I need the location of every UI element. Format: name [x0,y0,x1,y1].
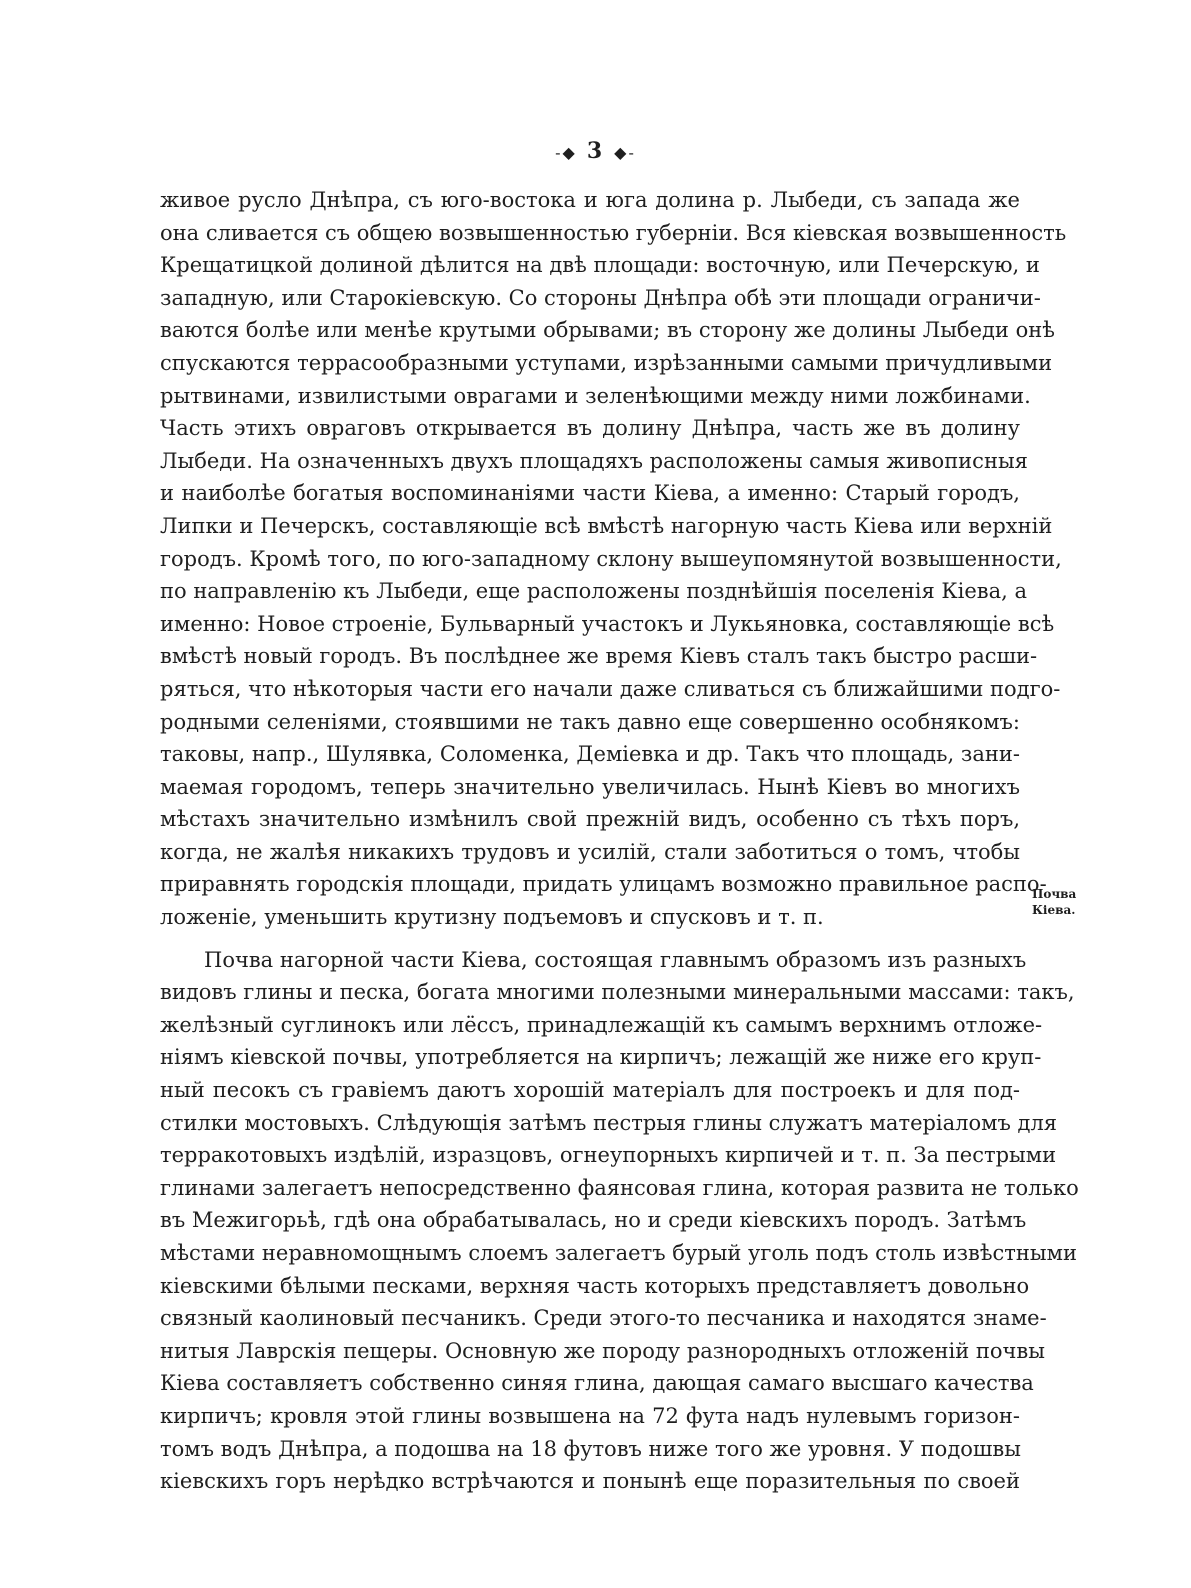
text-line: кіевскими бѣлыми песками, верхняя часть которыхъ представляетъ довольно [160,1273,1030,1298]
text-line: мѣстахъ значительно измѣнилъ свой прежній видъ, особенно съ тѣхъ поръ, [160,807,1020,832]
text-line: ніямъ кіевской почвы, употребляется на кирпичъ; лежащій же ниже его круп- [160,1045,1042,1070]
page-number: 3 [586,138,605,164]
text-line: городъ. Кромѣ того, по юго-западному склону вышеупомянутой возвышенности, [160,546,1062,571]
text-line: и наиболѣе богатыя воспоминаніями части Кіева, а именно: Старый городъ, [160,481,1020,506]
text-line: западную, или Старокіевскую. Со стороны Днѣпра обѣ эти площади ограничи- [160,285,1041,310]
text-line: она сливается съ общею возвышенностью губерніи. Вся кіевская возвышенность [160,220,1067,245]
text-line: терракотовыхъ издѣлій, изразцовъ, огнеупорныхъ кирпичей и т. п. За пестрыми [160,1143,1057,1168]
text-line: именно: Новое строеніе, Бульварный участокъ и Лукьяновка, составляющіе всѣ [160,611,1055,636]
text-line: Часть этихъ овраговъ открывается въ долину Днѣпра, часть же въ долину [160,416,1020,441]
paragraph-2 [160,944,1079,1498]
text-line: кіевскихъ горъ нерѣдко встрѣчаются и понынѣ еще поразительныя по своей [160,1469,1020,1494]
text-line: живое русло Днѣпра, съ юго-востока и юга долина р. Лыбеди, съ запада же [160,188,1020,212]
text-line: томъ водъ Днѣпра, а подошва на 18 футовъ ниже того же уровня. У подошвы [160,1436,1021,1461]
text-line: Крещатицкой долиной дѣлится на двѣ площади: восточную, или Печерскую, и [160,253,1040,278]
text-line: вмѣстѣ новый городъ. Въ послѣднее же время Кіевъ сталъ такъ быстро расши- [160,644,1038,669]
text-line: таковы, напр., Шулявка, Соломенка, Деміевка и др. Такъ что площадь, зани- [160,742,1020,767]
text-line: стилки мостовыхъ. Слѣдующія затѣмъ пестрыя глины служатъ матеріаломъ для [160,1110,1058,1135]
text-line: кирпичъ; кровля этой глины возвышена на 72 фута надъ нулевымъ горизон- [160,1403,1020,1428]
text-line: видовъ глины и песка, богата многими полезными минеральными массами: такъ, [160,980,1075,1005]
paragraph-gap [160,934,1020,944]
ornament-right: ◆- [614,142,636,162]
ornament-left: -◆ [555,142,577,162]
text-line: ный песокъ съ гравіемъ даютъ хорошій матеріалъ для построекъ и для под- [160,1078,1020,1103]
text-line: въ Межигорьѣ, гдѣ она обрабатывалась, но и среди кіевскихъ породъ. Затѣмъ [160,1208,1027,1233]
text-line: маемая городомъ, теперь значительно увеличилась. Нынѣ Кіевъ во многихъ [160,774,1020,799]
text-line: желѣзный суглинокъ или лёссъ, принадлежащій къ самымъ верхнимъ отложе- [160,1012,1043,1037]
margin-note-line: Почва [1032,887,1077,901]
margin-note [1032,886,1092,918]
text-line: связный каолиновый песчаникъ. Среди этого-то песчаника и находятся знаме- [160,1306,1047,1331]
text-line: по направленію къ Лыбеди, еще расположены позднѣйшія поселенія Кіева, а [160,579,1028,604]
text-line: мѣстами неравномощнымъ слоемъ залегаетъ бурый уголь подъ столь извѣстными [160,1241,1077,1265]
text-line: когда, не жалѣя никакихъ трудовъ и усилій, стали заботиться о томъ, чтобы [160,839,1020,864]
text-line: Кіева составляетъ собственно синяя глина, дающая самаго высшаго качества [160,1371,1034,1396]
text-line: родными селеніями, стоявшими не такъ давно еще совершенно особнякомъ: [160,709,1020,734]
text-line: приравнять городскія площади, придать улицамъ возможно правильное распо- [160,872,1047,897]
text-line: рытвинами, извилистыми оврагами и зеленѣющими между ними ложбинами. [160,383,1031,408]
text-line: Липки и Печерскъ, составляющіе всѣ вмѣстѣ нагорную часть Кіева или верхній [160,513,1053,538]
text-line: глинами залегаетъ непосредственно фаянсовая глина, которая развита не только [160,1175,1079,1200]
text-line: ряться, что нѣкоторыя части его начали даже сливаться съ ближайшими подго- [160,676,1061,701]
text-line: Лыбеди. На означенныхъ двухъ площадяхъ расположены самыя живописныя [160,448,1028,473]
margin-note-line: Кіева. [1032,903,1076,917]
text-line: ваются болѣе или менѣе крутыми обрывами; въ сторону же долины Лыбеди онѣ [160,318,1055,343]
text-line: нитыя Лаврскія пещеры. Основную же породу разнородныхъ отложеній почвы [160,1338,1045,1363]
text-line: ложеніе, уменьшить крутизну подъемовъ и спусковъ и т. п. [160,905,824,930]
text-line: Почва нагорной части Кіева, состоящая главнымъ образомъ изъ разныхъ [204,947,1027,972]
page-header [0,138,1191,164]
text-line: спускаются террасообразными уступами, изрѣзанными самыми причудливыми [160,350,1053,375]
body-text [160,184,1079,1498]
